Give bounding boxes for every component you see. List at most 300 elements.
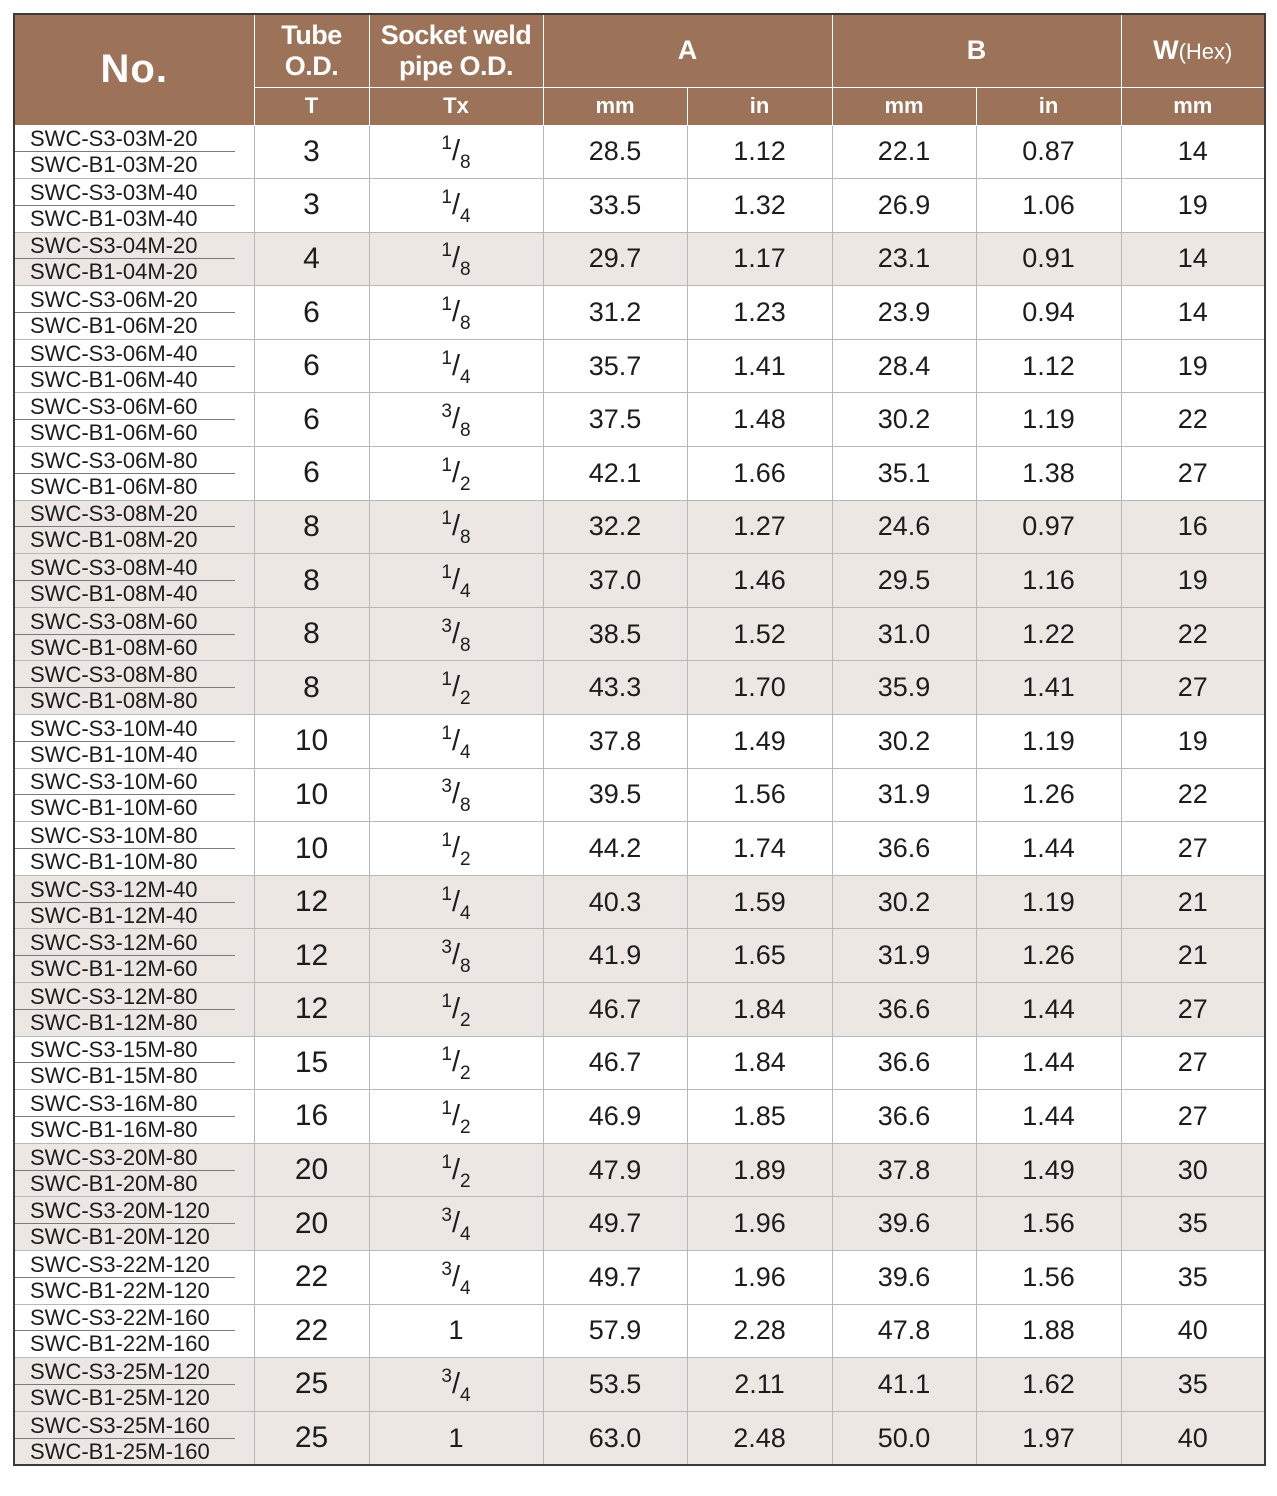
w-hex-value: 14 xyxy=(1121,125,1265,179)
model-number-cell xyxy=(14,768,254,822)
tx-denominator: 4 xyxy=(460,205,471,227)
tx-numerator: 1 xyxy=(441,669,452,691)
tx-numerator: 3 xyxy=(441,615,452,637)
a-in-value: 1.65 xyxy=(687,929,832,983)
tx-denominator: 2 xyxy=(460,688,471,710)
tx-denominator: 8 xyxy=(460,420,471,442)
tube-od-value: 25 xyxy=(254,1358,369,1412)
tx-denominator: 2 xyxy=(460,1063,471,1085)
model-number-s3: SWC-S3-12M-40 xyxy=(15,877,235,903)
a-in-value: 1.85 xyxy=(687,1090,832,1144)
w-hex-value: 22 xyxy=(1121,607,1265,661)
b-in-value: 1.38 xyxy=(976,447,1121,501)
b-mm-value: 41.1 xyxy=(832,1358,976,1412)
a-in-value: 1.12 xyxy=(687,125,832,179)
w-hex-value: 19 xyxy=(1121,339,1265,393)
w-hex-value: 27 xyxy=(1121,661,1265,715)
tx-fraction xyxy=(441,1097,471,1138)
tx-fraction xyxy=(441,615,471,656)
a-in-value: 2.48 xyxy=(687,1411,832,1465)
table-row xyxy=(14,554,1265,608)
a-in-value: 1.46 xyxy=(687,554,832,608)
model-number-b1: SWC-B1-08M-80 xyxy=(30,688,198,714)
socket-weld-value xyxy=(369,125,543,179)
tube-od-value: 8 xyxy=(254,661,369,715)
tube-od-value: 6 xyxy=(254,339,369,393)
tx-slash: / xyxy=(451,510,461,543)
model-number-s3: SWC-S3-03M-20 xyxy=(15,126,235,152)
tube-od-value: 10 xyxy=(254,715,369,769)
w-hex-value: 27 xyxy=(1121,983,1265,1037)
model-number-cell xyxy=(14,1143,254,1197)
tx-numerator: 1 xyxy=(441,186,452,208)
a-mm-value: 63.0 xyxy=(543,1411,687,1465)
model-number-b1: SWC-B1-12M-40 xyxy=(30,902,198,928)
model-number-cell xyxy=(14,125,254,179)
tx-slash: / xyxy=(451,1153,461,1186)
w-hex-value: 14 xyxy=(1121,286,1265,340)
b-mm-value: 30.2 xyxy=(832,393,976,447)
w-hex-value: 21 xyxy=(1121,929,1265,983)
a-in-value: 1.27 xyxy=(687,500,832,554)
spec-sheet xyxy=(13,13,1266,1466)
tx-numerator: 1 xyxy=(441,883,452,905)
model-number-b1: SWC-B1-06M-20 xyxy=(30,313,198,339)
b-in-value: 1.97 xyxy=(976,1411,1121,1465)
tx-denominator: 8 xyxy=(460,634,471,656)
socket-weld-value xyxy=(369,554,543,608)
tx-fraction xyxy=(441,1258,471,1299)
b-in-value: 1.62 xyxy=(976,1358,1121,1412)
tx-numerator: 1 xyxy=(441,830,452,852)
model-number-b1: SWC-B1-25M-120 xyxy=(30,1384,210,1410)
tx-fraction xyxy=(441,669,471,710)
model-number-s3: SWC-S3-15M-80 xyxy=(15,1037,235,1063)
tx-denominator: 2 xyxy=(460,473,471,495)
a-mm-value: 47.9 xyxy=(543,1143,687,1197)
tube-od-value: 22 xyxy=(254,1250,369,1304)
model-number-s3: SWC-S3-08M-60 xyxy=(15,609,235,635)
header-b-mm: mm xyxy=(832,87,976,125)
table-row xyxy=(14,1304,1265,1358)
w-hex-value: 40 xyxy=(1121,1304,1265,1358)
header-hex: (Hex) xyxy=(1178,39,1233,65)
model-number-b1: SWC-B1-20M-120 xyxy=(30,1224,210,1250)
model-number-s3: SWC-S3-08M-80 xyxy=(15,662,235,688)
b-in-value: 1.22 xyxy=(976,607,1121,661)
tube-od-value: 16 xyxy=(254,1090,369,1144)
tx-slash: / xyxy=(451,778,461,811)
socket-weld-value xyxy=(369,232,543,286)
socket-weld-value xyxy=(369,179,543,233)
a-in-value: 1.70 xyxy=(687,661,832,715)
tx-numerator: 1 xyxy=(441,508,452,530)
model-number-s3: SWC-S3-16M-80 xyxy=(15,1091,235,1117)
tube-od-value: 10 xyxy=(254,822,369,876)
model-number-cell xyxy=(14,393,254,447)
tx-slash: / xyxy=(451,671,461,704)
socket-weld-value xyxy=(369,1411,543,1465)
model-number-cell xyxy=(14,1036,254,1090)
socket-weld-value xyxy=(369,339,543,393)
b-mm-value: 39.6 xyxy=(832,1197,976,1251)
b-mm-value: 23.9 xyxy=(832,286,976,340)
header-no: No. xyxy=(14,14,254,125)
a-in-value: 1.49 xyxy=(687,715,832,769)
model-number-b1: SWC-B1-22M-160 xyxy=(30,1331,210,1357)
model-number-cell xyxy=(14,1358,254,1412)
b-in-value: 1.19 xyxy=(976,393,1121,447)
b-mm-value: 35.1 xyxy=(832,447,976,501)
tx-slash: / xyxy=(451,939,461,972)
model-number-cell xyxy=(14,1090,254,1144)
w-hex-value: 22 xyxy=(1121,393,1265,447)
tx-fraction xyxy=(441,294,471,335)
model-number-s3: SWC-S3-06M-40 xyxy=(15,341,235,367)
a-in-value: 1.89 xyxy=(687,1143,832,1197)
tx-denominator: 2 xyxy=(460,1170,471,1192)
tx-numerator: 1 xyxy=(441,1097,452,1119)
socket-weld-value xyxy=(369,1250,543,1304)
table-row xyxy=(14,929,1265,983)
a-mm-value: 43.3 xyxy=(543,661,687,715)
a-in-value: 1.32 xyxy=(687,179,832,233)
tx-numerator: 3 xyxy=(441,937,452,959)
w-hex-value: 27 xyxy=(1121,1036,1265,1090)
tx-slash: / xyxy=(451,135,461,168)
b-mm-value: 26.9 xyxy=(832,179,976,233)
tube-od-value: 12 xyxy=(254,929,369,983)
b-mm-value: 39.6 xyxy=(832,1250,976,1304)
b-in-value: 1.44 xyxy=(976,1090,1121,1144)
header-socket-weld xyxy=(369,14,543,87)
socket-weld-value xyxy=(369,1358,543,1412)
tx-denominator: 8 xyxy=(460,795,471,817)
a-in-value: 2.11 xyxy=(687,1358,832,1412)
model-number-b1: SWC-B1-06M-80 xyxy=(30,473,198,499)
model-number-s3: SWC-S3-10M-80 xyxy=(15,823,235,849)
tx-fraction xyxy=(441,990,471,1031)
b-mm-value: 22.1 xyxy=(832,125,976,179)
b-mm-value: 47.8 xyxy=(832,1304,976,1358)
table-row xyxy=(14,286,1265,340)
model-number-cell xyxy=(14,1411,254,1465)
tube-od-value: 6 xyxy=(254,447,369,501)
model-number-b1: SWC-B1-12M-60 xyxy=(30,956,198,982)
b-mm-value: 28.4 xyxy=(832,339,976,393)
tx-numerator: 1 xyxy=(441,240,452,262)
model-number-s3: SWC-S3-06M-60 xyxy=(15,394,235,420)
table-row xyxy=(14,339,1265,393)
tx-denominator: 4 xyxy=(460,1384,471,1406)
b-in-value: 0.97 xyxy=(976,500,1121,554)
w-hex-value: 40 xyxy=(1121,1411,1265,1465)
model-number-s3: SWC-S3-20M-120 xyxy=(15,1198,235,1224)
header-tube-line1: Tube xyxy=(281,19,342,50)
tube-od-value: 25 xyxy=(254,1411,369,1465)
w-hex-value: 19 xyxy=(1121,179,1265,233)
tube-od-value: 8 xyxy=(254,500,369,554)
tx-numerator: 1 xyxy=(441,347,452,369)
tx-slash: / xyxy=(451,456,461,489)
model-number-cell xyxy=(14,1197,254,1251)
b-in-value: 1.49 xyxy=(976,1143,1121,1197)
model-number-b1: SWC-B1-08M-60 xyxy=(30,634,198,660)
model-number-cell xyxy=(14,447,254,501)
b-mm-value: 31.9 xyxy=(832,929,976,983)
w-hex-value: 30 xyxy=(1121,1143,1265,1197)
a-mm-value: 38.5 xyxy=(543,607,687,661)
table-body xyxy=(14,125,1265,1465)
socket-weld-value xyxy=(369,715,543,769)
b-in-value: 1.16 xyxy=(976,554,1121,608)
a-mm-value: 49.7 xyxy=(543,1250,687,1304)
b-mm-value: 31.9 xyxy=(832,768,976,822)
tube-od-value: 8 xyxy=(254,554,369,608)
tx-fraction xyxy=(441,1205,471,1246)
a-mm-value: 37.8 xyxy=(543,715,687,769)
a-mm-value: 49.7 xyxy=(543,1197,687,1251)
model-number-cell xyxy=(14,607,254,661)
tx-denominator: 4 xyxy=(460,581,471,603)
model-number-s3: SWC-S3-25M-120 xyxy=(15,1359,235,1385)
tx-slash: / xyxy=(451,1046,461,1079)
table-header xyxy=(14,14,1265,125)
header-socket-line2: pipe O.D. xyxy=(398,50,513,81)
b-in-value: 1.88 xyxy=(976,1304,1121,1358)
socket-weld-value xyxy=(369,393,543,447)
tube-od-value: 4 xyxy=(254,232,369,286)
w-hex-value: 14 xyxy=(1121,232,1265,286)
tx-denominator: 4 xyxy=(460,902,471,924)
b-in-value: 1.19 xyxy=(976,715,1121,769)
model-number-cell xyxy=(14,554,254,608)
tx-denominator: 4 xyxy=(460,741,471,763)
tx-fraction xyxy=(441,454,471,495)
tx-whole: 1 xyxy=(448,1315,464,1346)
header-a-mm: mm xyxy=(543,87,687,125)
header-b: B xyxy=(832,14,1121,87)
a-in-value: 1.41 xyxy=(687,339,832,393)
a-mm-value: 29.7 xyxy=(543,232,687,286)
tx-fraction xyxy=(441,186,471,227)
model-number-s3: SWC-S3-08M-40 xyxy=(15,555,235,581)
tx-fraction xyxy=(441,1044,471,1085)
model-number-cell xyxy=(14,500,254,554)
a-in-value: 1.96 xyxy=(687,1197,832,1251)
header-b-in: in xyxy=(976,87,1121,125)
tube-od-value: 10 xyxy=(254,768,369,822)
a-in-value: 1.84 xyxy=(687,1036,832,1090)
tx-numerator: 1 xyxy=(441,133,452,155)
table-row xyxy=(14,393,1265,447)
tx-numerator: 1 xyxy=(441,454,452,476)
model-number-cell xyxy=(14,875,254,929)
b-mm-value: 36.6 xyxy=(832,983,976,1037)
b-in-value: 1.56 xyxy=(976,1197,1121,1251)
model-number-b1: SWC-B1-25M-160 xyxy=(30,1438,210,1464)
w-hex-value: 27 xyxy=(1121,447,1265,501)
tx-slash: / xyxy=(451,296,461,329)
socket-weld-value xyxy=(369,1036,543,1090)
tx-slash: / xyxy=(451,832,461,865)
socket-weld-value xyxy=(369,607,543,661)
b-mm-value: 35.9 xyxy=(832,661,976,715)
model-number-s3: SWC-S3-10M-40 xyxy=(15,716,235,742)
b-mm-value: 23.1 xyxy=(832,232,976,286)
w-hex-value: 35 xyxy=(1121,1358,1265,1412)
model-number-b1: SWC-B1-10M-80 xyxy=(30,849,198,875)
b-mm-value: 50.0 xyxy=(832,1411,976,1465)
socket-weld-value xyxy=(369,983,543,1037)
header-tx: Tx xyxy=(369,87,543,125)
model-number-b1: SWC-B1-06M-40 xyxy=(30,366,198,392)
tx-denominator: 2 xyxy=(460,1009,471,1031)
a-in-value: 1.96 xyxy=(687,1250,832,1304)
socket-weld-value xyxy=(369,875,543,929)
tx-denominator: 8 xyxy=(460,259,471,281)
tx-denominator: 4 xyxy=(460,1277,471,1299)
model-number-cell xyxy=(14,232,254,286)
socket-weld-value xyxy=(369,822,543,876)
b-in-value: 1.26 xyxy=(976,929,1121,983)
b-mm-value: 29.5 xyxy=(832,554,976,608)
tx-slash: / xyxy=(451,617,461,650)
table-row xyxy=(14,125,1265,179)
a-mm-value: 35.7 xyxy=(543,339,687,393)
a-mm-value: 57.9 xyxy=(543,1304,687,1358)
model-number-b1: SWC-B1-10M-60 xyxy=(30,795,198,821)
b-in-value: 1.19 xyxy=(976,875,1121,929)
a-mm-value: 40.3 xyxy=(543,875,687,929)
b-in-value: 1.44 xyxy=(976,822,1121,876)
w-hex-value: 16 xyxy=(1121,500,1265,554)
tx-slash: / xyxy=(451,564,461,597)
table-row xyxy=(14,715,1265,769)
w-hex-value: 22 xyxy=(1121,768,1265,822)
model-number-cell xyxy=(14,661,254,715)
tx-denominator: 8 xyxy=(460,152,471,174)
tx-slash: / xyxy=(451,349,461,382)
tx-slash: / xyxy=(451,885,461,918)
table-row xyxy=(14,1143,1265,1197)
model-number-cell xyxy=(14,179,254,233)
tx-denominator: 2 xyxy=(460,1116,471,1138)
b-in-value: 1.41 xyxy=(976,661,1121,715)
model-number-s3: SWC-S3-08M-20 xyxy=(15,501,235,527)
b-mm-value: 31.0 xyxy=(832,607,976,661)
tx-slash: / xyxy=(451,1099,461,1132)
a-mm-value: 37.0 xyxy=(543,554,687,608)
model-number-b1: SWC-B1-22M-120 xyxy=(30,1277,210,1303)
tx-slash: / xyxy=(451,242,461,275)
tx-slash: / xyxy=(451,992,461,1025)
tube-od-value: 12 xyxy=(254,875,369,929)
a-in-value: 1.74 xyxy=(687,822,832,876)
w-hex-value: 21 xyxy=(1121,875,1265,929)
tube-od-value: 3 xyxy=(254,125,369,179)
b-in-value: 1.06 xyxy=(976,179,1121,233)
b-in-value: 1.26 xyxy=(976,768,1121,822)
model-number-s3: SWC-S3-06M-20 xyxy=(15,287,235,313)
tube-od-value: 6 xyxy=(254,286,369,340)
b-in-value: 1.56 xyxy=(976,1250,1121,1304)
model-number-s3: SWC-S3-22M-160 xyxy=(15,1305,235,1331)
model-number-s3: SWC-S3-03M-40 xyxy=(15,180,235,206)
dimension-table xyxy=(13,13,1266,1466)
w-hex-value: 35 xyxy=(1121,1197,1265,1251)
model-number-b1: SWC-B1-03M-20 xyxy=(30,152,198,178)
w-hex-value: 27 xyxy=(1121,1090,1265,1144)
table-row xyxy=(14,661,1265,715)
header-a-in: in xyxy=(687,87,832,125)
model-number-s3: SWC-S3-10M-60 xyxy=(15,769,235,795)
table-row xyxy=(14,1411,1265,1465)
b-in-value: 0.91 xyxy=(976,232,1121,286)
table-row xyxy=(14,232,1265,286)
a-in-value: 1.66 xyxy=(687,447,832,501)
tx-numerator: 1 xyxy=(441,722,452,744)
tx-slash: / xyxy=(451,1260,461,1293)
b-mm-value: 36.6 xyxy=(832,1090,976,1144)
b-mm-value: 24.6 xyxy=(832,500,976,554)
a-mm-value: 46.7 xyxy=(543,1036,687,1090)
tube-od-value: 12 xyxy=(254,983,369,1037)
header-w-mm: mm xyxy=(1121,87,1265,125)
model-number-cell xyxy=(14,929,254,983)
tx-numerator: 1 xyxy=(441,1044,452,1066)
tx-whole: 1 xyxy=(448,1422,464,1453)
socket-weld-value xyxy=(369,1304,543,1358)
b-mm-value: 36.6 xyxy=(832,1036,976,1090)
tx-denominator: 4 xyxy=(460,1224,471,1246)
b-in-value: 0.87 xyxy=(976,125,1121,179)
a-in-value: 1.48 xyxy=(687,393,832,447)
tx-numerator: 1 xyxy=(441,294,452,316)
socket-weld-value xyxy=(369,1197,543,1251)
w-hex-value: 27 xyxy=(1121,822,1265,876)
a-mm-value: 46.7 xyxy=(543,983,687,1037)
model-number-cell xyxy=(14,983,254,1037)
tx-fraction xyxy=(441,937,471,978)
model-number-s3: SWC-S3-04M-20 xyxy=(15,233,235,259)
header-a: A xyxy=(543,14,832,87)
socket-weld-value xyxy=(369,447,543,501)
socket-weld-value xyxy=(369,286,543,340)
a-in-value: 1.17 xyxy=(687,232,832,286)
tx-numerator: 1 xyxy=(441,562,452,584)
model-number-b1: SWC-B1-10M-40 xyxy=(30,741,198,767)
model-number-cell xyxy=(14,339,254,393)
table-row xyxy=(14,1090,1265,1144)
tube-od-value: 15 xyxy=(254,1036,369,1090)
tx-fraction xyxy=(441,240,471,281)
a-mm-value: 32.2 xyxy=(543,500,687,554)
table-row xyxy=(14,875,1265,929)
table-row xyxy=(14,1250,1265,1304)
tube-od-value: 3 xyxy=(254,179,369,233)
socket-weld-value xyxy=(369,929,543,983)
b-in-value: 1.12 xyxy=(976,339,1121,393)
tube-od-value: 6 xyxy=(254,393,369,447)
tx-denominator: 2 xyxy=(460,849,471,871)
model-number-cell xyxy=(14,822,254,876)
table-row xyxy=(14,1197,1265,1251)
model-number-b1: SWC-B1-15M-80 xyxy=(30,1063,198,1089)
tube-od-value: 8 xyxy=(254,607,369,661)
model-number-b1: SWC-B1-06M-60 xyxy=(30,420,198,446)
table-row xyxy=(14,1036,1265,1090)
